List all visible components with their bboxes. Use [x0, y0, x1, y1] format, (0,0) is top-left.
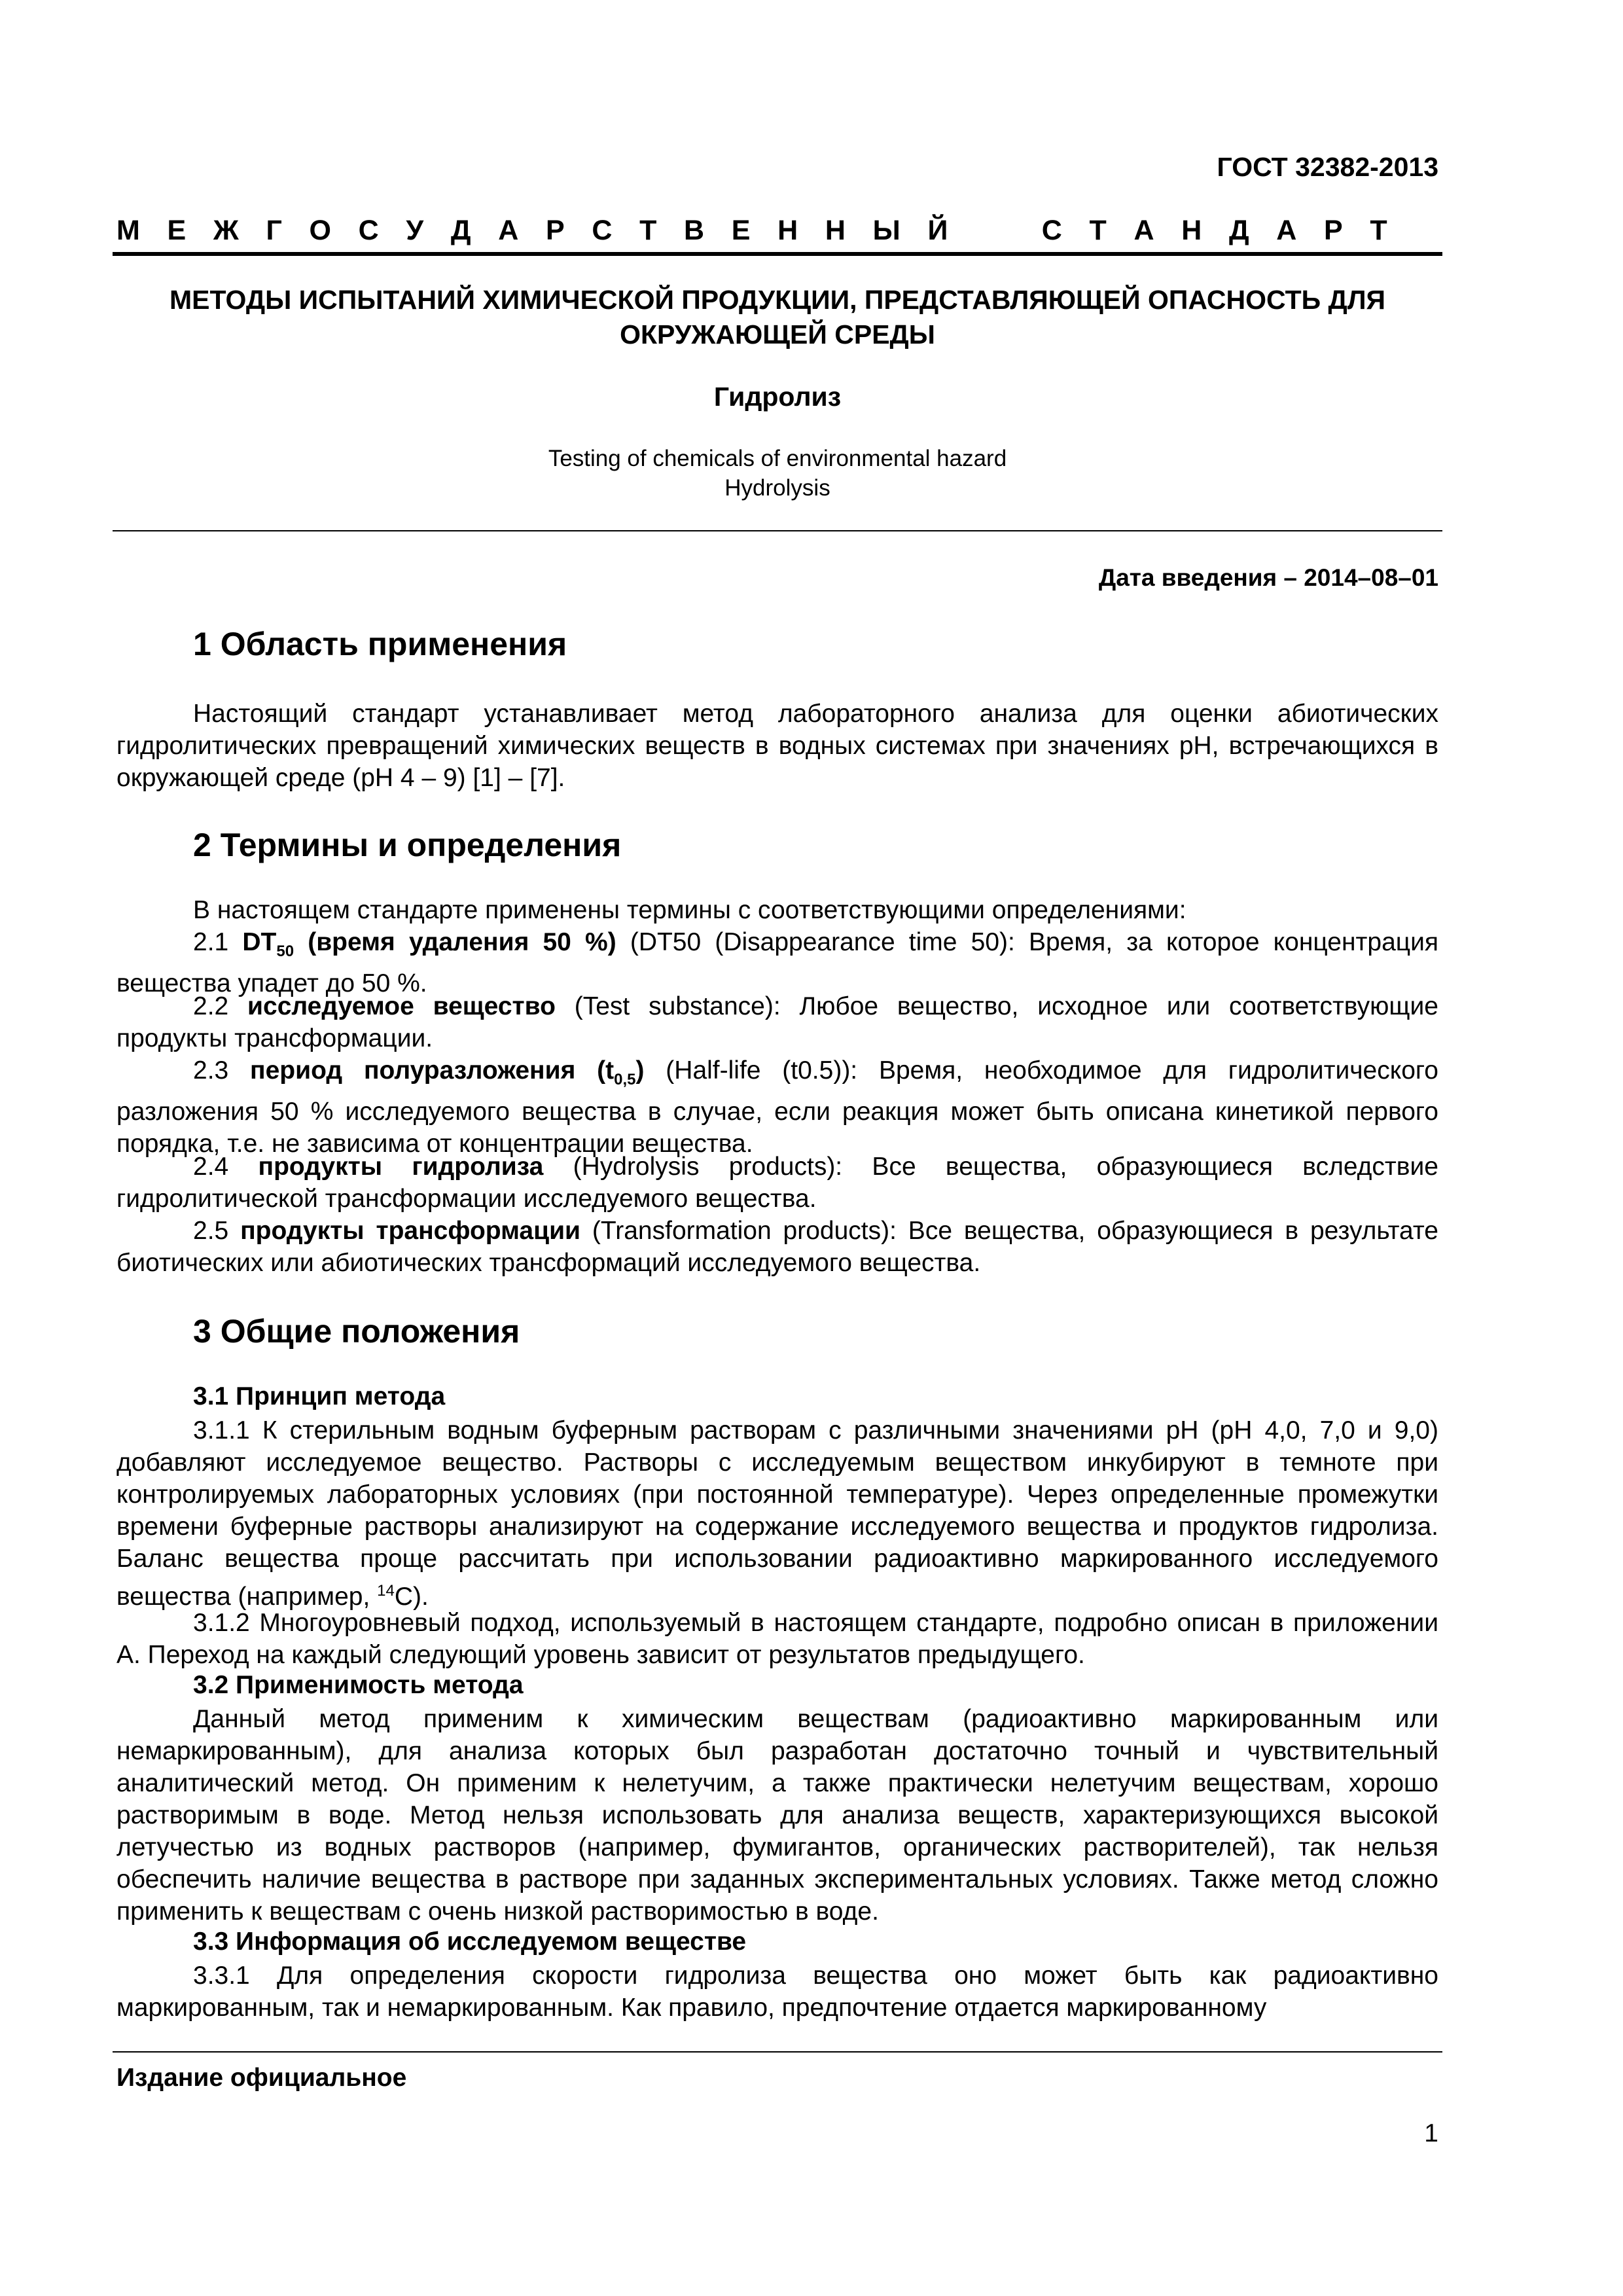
term-2-3-name: период полуразложения (t [250, 1056, 615, 1085]
term-2-5-definition: (Transformation products): Все вещества, образующиеся в результате биотических или абиотических трансформаций исследуемого вещества. [116, 1217, 1438, 1277]
term-2-2-number: 2.2 [193, 992, 229, 1020]
term-2-1-symbol: DT [242, 928, 277, 956]
term-2-3 [116, 1054, 1438, 1160]
interstate-letter: Н [825, 214, 846, 246]
interstate-letter: Ж [213, 214, 239, 246]
footer-rule [113, 2051, 1442, 2053]
section-3-heading: 3 Общие положения [193, 1313, 520, 1350]
interstate-letter: Ы [872, 214, 901, 246]
term-2-5-number: 2.5 [193, 1217, 229, 1245]
section-1-text: Настоящий стандарт устанавливает метод лабораторного анализа для оценки абиотических гидролитических превращений химических веществ в водных системах при значениях pH, встречающихся в окружающей среде (pH 4 – 9) [1] – [7]. [116, 700, 1438, 792]
standard-letter: Т [1089, 214, 1107, 246]
interstate-letter: О [309, 214, 331, 246]
term-2-2-name: исследуемое вещество [247, 992, 556, 1020]
term-2-3-definition: (Half-life (t0.5)): Время, необходимое для гидролитического разложения 50 % исследуемого вещества в случае, если реакция может быть описана кинетикой первого порядка, т.е. не зависима от концентрации вещества. [116, 1056, 1438, 1158]
term-2-4 [116, 1151, 1438, 1215]
standard-letter: Н [1181, 214, 1202, 246]
english-title-line-1: Testing of chemicals of environmental hazard [548, 446, 1007, 471]
term-2-1-name: (время удаления 50 %) [294, 928, 616, 956]
interstate-letter: Й [927, 214, 948, 246]
paragraph-3-3-1: 3.3.1 Для определения скорости гидролиза вещества оно может быть как радиоактивно маркированным, так и немаркированным. Как правило, предпочтение отдается маркированному [116, 1962, 1438, 2022]
paragraph-3-2: Данный метод применим к химическим веществам (радиоактивно маркированным или немаркированным), для анализа которых был разработан достаточно точный и чувствительный аналитический метод. Он применим к нелетучим, а также практически нелетучим веществам, хорошо растворимым в воде. Метод нельзя использовать для анализа веществ, характеризующихся высокой летучестью из водных растворов (например, фумигантов, органических растворителей), так нельзя обеспечить наличие вещества в растворе при заданных экспериментальных условиях. Также метод сложно применить к веществам с очень низкой растворимостью в воде. [116, 1705, 1438, 1926]
interstate-standard-banner [116, 209, 1387, 251]
standard-letter: Д [1228, 214, 1249, 246]
interstate-letter: С [592, 214, 613, 246]
interstate-letter: У [406, 214, 424, 246]
document-subtitle: Гидролиз [713, 382, 842, 412]
interstate-letter: М [116, 214, 140, 246]
subsection-3-2-heading: 3.2 Применимость метода [193, 1671, 524, 1699]
term-2-1 [116, 926, 1438, 999]
english-title [113, 444, 1442, 503]
term-2-3-subscript: 0,5 [614, 1070, 636, 1088]
term-2-2 [116, 990, 1438, 1054]
english-title-line-2: Hydrolysis [724, 475, 830, 501]
interstate-letter: Р [545, 214, 565, 246]
title-line-2: ОКРУЖАЮЩЕЙ СРЕДЫ [620, 319, 935, 350]
interstate-letter: С [358, 214, 379, 246]
term-2-4-definition: (Hydrolysis products): Все вещества, образующиеся вследствие гидролитической трансформации исследуемого вещества. [116, 1153, 1438, 1213]
paragraph-3-1-1 [116, 1414, 1438, 1613]
interstate-letter: Т [639, 214, 657, 246]
paragraph-3-1-1-end: C). [394, 1583, 429, 1611]
term-2-2-definition: (Test substance): Любое вещество, исходное или соответствующие продукты трансформации. [116, 992, 1438, 1052]
title-rule [113, 530, 1442, 531]
interstate-letter: А [498, 214, 519, 246]
document-title [113, 283, 1442, 352]
section-2-intro: В настоящем стандарте применены термины с соответствующими определениями: [193, 896, 1186, 924]
interstate-letter: Н [777, 214, 798, 246]
standard-letter: Р [1324, 214, 1343, 246]
subsection-3-1-heading: 3.1 Принцип метода [193, 1382, 446, 1410]
isotope-superscript: 14 [377, 1582, 395, 1600]
header-rule [113, 252, 1442, 256]
interstate-letter: Г [266, 214, 282, 246]
term-2-4-number: 2.4 [193, 1153, 229, 1181]
introduction-date: Дата введения – 2014–08–01 [1098, 564, 1438, 591]
term-2-4-name: продукты гидролиза [258, 1153, 544, 1181]
subsection-3-3-heading: 3.3 Информация об исследуемом веществе [193, 1928, 747, 1956]
standard-letter: А [1276, 214, 1297, 246]
term-2-1-subscript: 50 [276, 942, 294, 960]
term-2-5-name: продукты трансформации [240, 1217, 581, 1245]
paragraph-3-1-2: 3.1.2 Многоуровневый подход, используемый в настоящем стандарте, подробно описан в приложении А. Переход на каждый следующий уровень зависит от результатов предыдущего. [116, 1609, 1438, 1669]
term-2-1-number: 2.1 [193, 928, 229, 956]
section-1-heading: 1 Область применения [193, 626, 567, 662]
term-2-1-definition: (DT50 (Disappearance time 50): Время, за которое концентрация вещества упадет до 50 %. [116, 928, 1439, 997]
standard-letter: А [1133, 214, 1154, 246]
interstate-letter: Е [731, 214, 751, 246]
standard-designation: ГОСТ 32382-2013 [1217, 152, 1438, 182]
term-2-5 [116, 1215, 1438, 1279]
interstate-letter: Д [450, 214, 471, 246]
paragraph-3-1-1-text: 3.1.1 К стерильным водным буферным растворам с различными значениями pH (pH 4,0, 7,0 и 9,0) добавляют исследуемое вещество. Растворы с исследуемым веществом инкубируют в темноте при контролируемых лабораторных условиях (при постоянной температуре). Через определенные промежутки времени буферные растворы анализируют на содержание исследуемого вещества и продуктов гидролиза. Баланс вещества проще рассчитать при использовании радиоактивно маркированного исследуемого вещества (например, [116, 1416, 1438, 1611]
section-2-heading: 2 Термины и определения [193, 827, 622, 863]
standard-letter: С [1041, 214, 1062, 246]
term-2-3-number: 2.3 [193, 1056, 229, 1085]
interstate-letter: В [684, 214, 705, 246]
interstate-letter: Е [167, 214, 187, 246]
standard-letter: Т [1370, 214, 1387, 246]
page-number: 1 [1424, 2119, 1438, 2147]
term-2-3-close: ) [635, 1056, 645, 1085]
official-edition-label: Издание официальное [116, 2064, 407, 2092]
title-line-1: МЕТОДЫ ИСПЫТАНИЙ ХИМИЧЕСКОЙ ПРОДУКЦИИ, ПРЕДСТАВЛЯЮЩЕЙ ОПАСНОСТЬ ДЛЯ [169, 285, 1385, 315]
